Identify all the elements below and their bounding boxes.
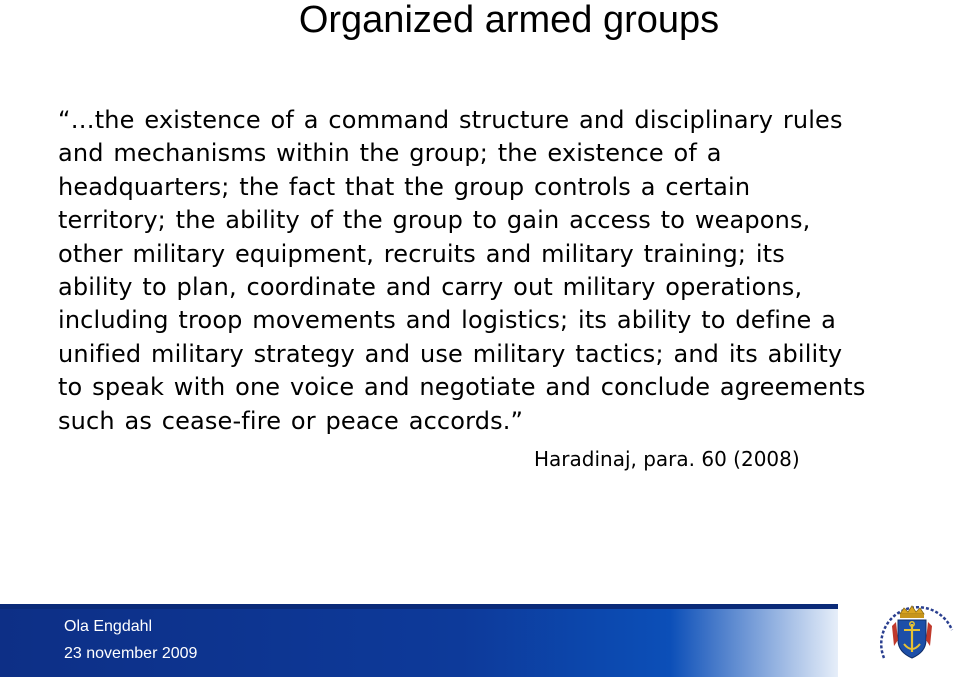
footer-band (0, 604, 838, 677)
citation: Haradinaj, para. 60 (2008) (534, 447, 800, 471)
quote-line: other military equipment, recruits and military training; its (58, 239, 785, 268)
slide-title: Organized armed groups (298, 0, 720, 41)
quote-line: ability to plan, coordinate and carry out military operations, (58, 273, 803, 302)
quote-line: unified military strategy and use military tactics; and its ability (58, 339, 843, 368)
quote-line: headquarters; the fact that the group controls a certain (58, 172, 751, 201)
footer-date: 23 november 2009 (64, 645, 198, 662)
quote-line: and mechanisms within the group; the existence of a (58, 139, 722, 168)
quote-line: territory; the ability of the group to gain access to weapons, (58, 206, 811, 235)
quote-line: to speak with one voice and negotiate and conclude agreements (58, 373, 866, 402)
quote-line: including troop movements and logistics; its ability to define a (58, 306, 837, 335)
forsvarshogskolan-emblem-icon (868, 600, 958, 672)
quote-line: such as cease-fire or peace accords.” (58, 406, 524, 435)
footer-stripe (0, 604, 838, 609)
quote-block (58, 104, 958, 438)
quote-line: “…the existence of a command structure and disciplinary rules (58, 106, 843, 134)
footer-author: Ola Engdahl (64, 618, 153, 635)
